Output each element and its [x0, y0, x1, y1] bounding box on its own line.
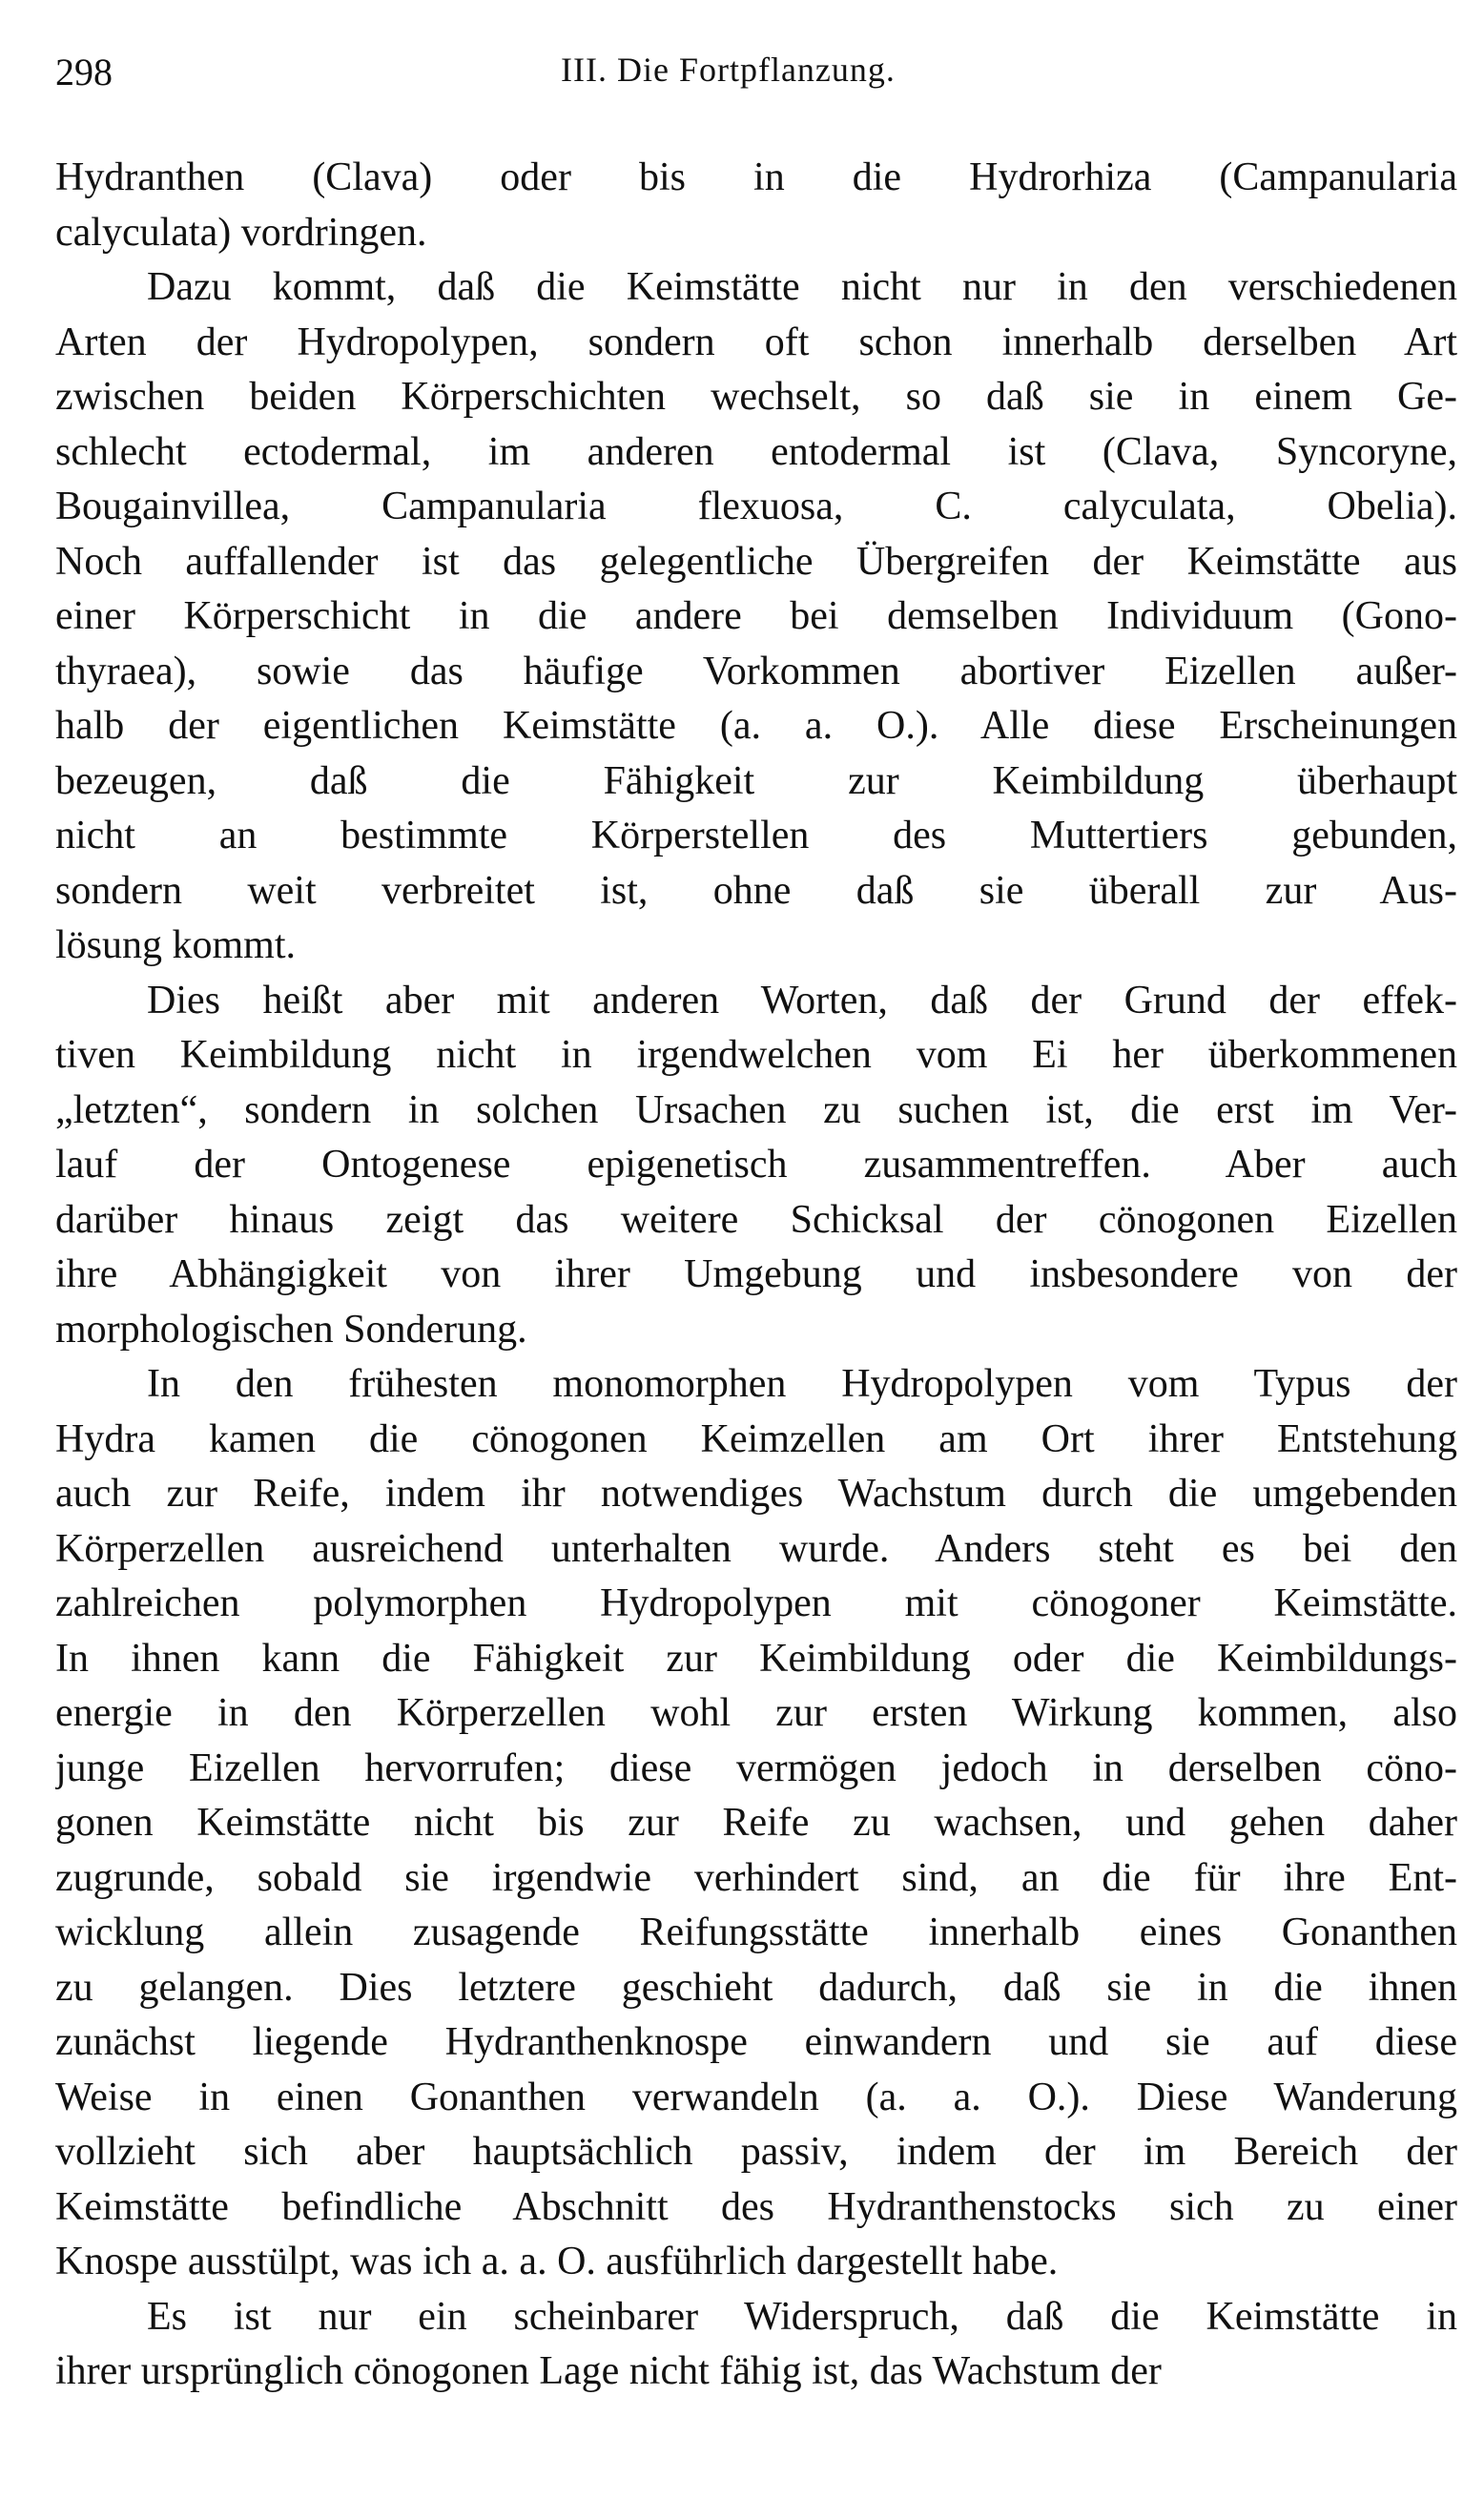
- text-line: schlecht ectodermal, im anderen entodermal ist (Clava, Syncoryne,: [55, 429, 1457, 474]
- text-line: wicklung allein zusagende Reifungsstätte innerhalb eines Gonanthen: [55, 1911, 1457, 1954]
- text-line: Weise in einen Gonanthen verwandeln (a. a. O.). Diese Wanderung: [55, 2075, 1457, 2119]
- text-line: vollzieht sich aber hauptsächlich passiv, indem der im Bereich der: [55, 2130, 1457, 2174]
- text-line: ihre Abhängigkeit von ihrer Umgebung und insbesondere von der: [55, 1252, 1457, 1296]
- text-line: auch zur Reife, indem ihr notwendiges Wachstum durch die umgebenden: [55, 1472, 1457, 1516]
- text-line: zunächst liegende Hydranthenknospe einwandern und sie auf diese: [55, 2020, 1457, 2064]
- text-line: lauf der Ontogenese epigenetisch zusammentreffen. Aber auch: [55, 1143, 1457, 1187]
- text-line: Hydra kamen die cönogonen Keimzellen am Ort ihrer Entstehung: [55, 1416, 1457, 1461]
- paragraph: [55, 151, 1457, 260]
- page-number: 298: [55, 51, 113, 93]
- text-line: ihrer ursprünglich cönogonen Lage nicht fähig ist, das Wachstum der: [55, 2349, 1162, 2393]
- text-line: Knospe ausstülpt, was ich a. a. O. ausführlich dargestellt habe.: [55, 2240, 1059, 2283]
- text-line: zugrunde, sobald sie irgendwie verhindert sind, an die für ihre Ent-: [55, 1855, 1457, 1900]
- paragraph: [55, 974, 1457, 1358]
- text-line: sondern weit verbreitet ist, ohne daß sie überall zur Aus-: [55, 868, 1457, 913]
- text-line: zu gelangen. Dies letztere geschieht dadurch, daß sie in die ihnen: [55, 1965, 1457, 2010]
- page-header: [55, 50, 1448, 107]
- text-line: Dies heißt aber mit anderen Worten, daß der Grund der effek-: [147, 978, 1457, 1022]
- text-line: Körperzellen ausreichend unterhalten wurde. Anders steht es bei den: [55, 1526, 1457, 1571]
- running-head: III. Die Fortpflanzung.: [561, 51, 896, 89]
- text-line: thyraea), sowie das häufige Vorkommen abortiver Eizellen außer-: [55, 649, 1457, 693]
- text-line: gonen Keimstätte nicht bis zur Reife zu wachsen, und gehen daher: [55, 1801, 1457, 1845]
- body-text: [55, 151, 1457, 2400]
- text-line: Bougainvillea, Campanularia flexuosa, C. calyculata, Obelia).: [55, 485, 1457, 528]
- text-line: calyculata) vordringen.: [55, 210, 427, 255]
- paragraph: [55, 1357, 1457, 2290]
- text-line: nicht an bestimmte Körperstellen des Muttertiers gebunden,: [55, 814, 1457, 857]
- text-line: zahlreichen polymorphen Hydropolypen mit cönogoner Keimstätte.: [55, 1581, 1457, 1625]
- text-line: halb der eigentlichen Keimstätte (a. a. O.). Alle diese Erscheinungen: [55, 704, 1457, 748]
- text-line: junge Eizellen hervorrufen; diese vermögen jedoch in derselben cöno-: [55, 1745, 1457, 1790]
- text-line: „letzten“, sondern in solchen Ursachen zu suchen ist, die erst im Ver-: [55, 1087, 1457, 1132]
- text-line: In den frühesten monomorphen Hydropolypen vom Typus der: [147, 1362, 1457, 1406]
- text-line: Keimstätte befindliche Abschnitt des Hydranthenstocks sich zu einer: [55, 2184, 1457, 2229]
- text-line: bezeugen, daß die Fähigkeit zur Keimbildung überhaupt: [55, 758, 1457, 803]
- paragraph: [55, 2290, 1457, 2400]
- text-line: Noch auffallender ist das gelegentliche Übergreifen der Keimstätte aus: [55, 539, 1457, 584]
- text-line: Dazu kommt, daß die Keimstätte nicht nur in den verschiedenen: [147, 265, 1457, 309]
- paragraph: [55, 260, 1457, 974]
- text-line: morphologischen Sonderung.: [55, 1307, 527, 1352]
- text-line: Hydranthen (Clava) oder bis in die Hydrorhiza (Campanularia: [55, 155, 1457, 199]
- text-line: darüber hinaus zeigt das weitere Schicksal der cönogonen Eizellen: [55, 1197, 1457, 1242]
- text-line: energie in den Körperzellen wohl zur ersten Wirkung kommen, also: [55, 1691, 1457, 1735]
- text-line: lösung kommt.: [55, 923, 297, 967]
- text-line: einer Körperschicht in die andere bei demselben Individuum (Gono-: [55, 594, 1457, 638]
- text-line: zwischen beiden Körperschichten wechselt, so daß sie in einem Ge-: [55, 375, 1457, 419]
- text-line: Es ist nur ein scheinbarer Widerspruch, daß die Keimstätte in: [147, 2294, 1457, 2339]
- text-line: In ihnen kann die Fähigkeit zur Keimbildung oder die Keimbildungs-: [55, 1636, 1457, 1681]
- text-line: tiven Keimbildung nicht in irgendwelchen vom Ei her überkommenen: [55, 1033, 1457, 1077]
- text-line: Arten der Hydropolypen, sondern oft schon innerhalb derselben Art: [55, 320, 1457, 364]
